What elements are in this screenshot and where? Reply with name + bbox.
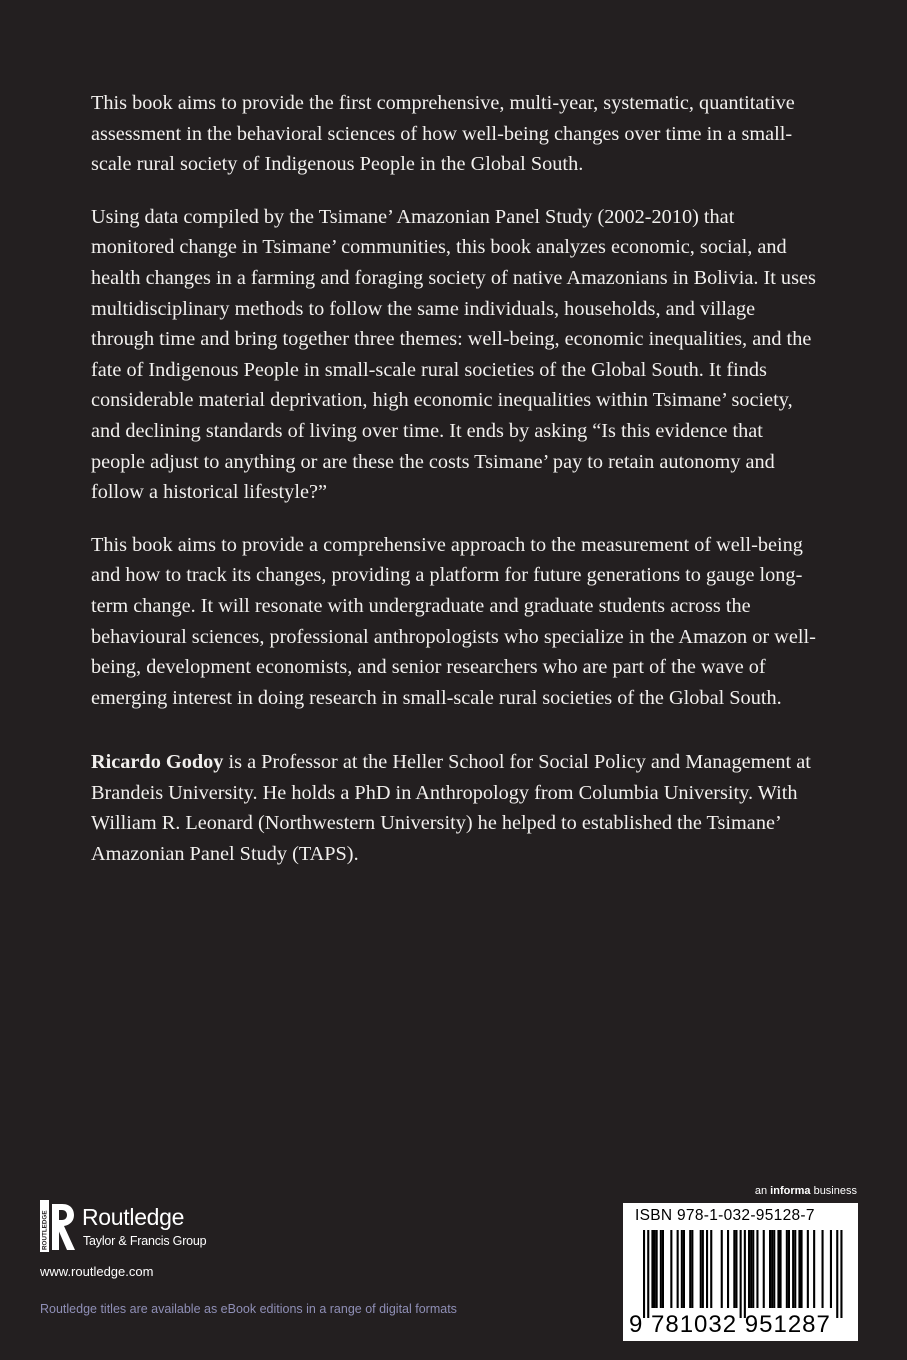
barcode-bar [813,1230,815,1308]
publisher-logo [40,1200,300,1260]
isbn-barcode-block [623,1203,858,1341]
author-bio [91,747,816,869]
barcode-bar [836,1230,838,1318]
barcode-bar [691,1230,693,1308]
barcode-bar [681,1230,683,1308]
barcode-bar [792,1230,794,1308]
barcode-bar [788,1230,790,1308]
barcode-bar [651,1230,653,1308]
barcode-bar [771,1230,773,1308]
barcode-bar [807,1230,809,1308]
barcode-bar [748,1230,750,1308]
barcode-bar [643,1230,645,1318]
barcode-bar [744,1230,746,1318]
barcode-bar [656,1230,658,1308]
publisher-group: Taylor & Francis Group [83,1234,207,1248]
informa-tagline [755,1185,857,1197]
barcode-bar [647,1230,649,1318]
ebook-note: Routledge titles are available as eBook editions in a range of digital formats [40,1302,457,1316]
barcode-bar [683,1230,685,1308]
barcode-bar [660,1230,662,1308]
barcode-bar [840,1230,842,1318]
barcode-bar [733,1230,735,1308]
barcode-bar [710,1230,712,1308]
author-name: Ricardo Godoy [91,751,224,774]
informa-suffix: business [810,1185,857,1197]
blurb-paragraph-2: Using data compiled by the Tsimane’ Amazonian Panel Study (2002-2010) that monitored change in Tsimane’ communities, this book analyzes economic, social, and health changes in a farming and foraging society of native Amazonians in Bolivia. It uses multidisciplinary methods to follow the same individuals, households, and village through time and bring together three themes: well-being, economic inequalities, and the fate of Indigenous People in small-scale rural societies of the Global South. It finds considerable material deprivation, high economic inequalities within Tsimane’ society, and declining standards of living over time. It ends by asking “Is this evidence that people adjust to anything or are these the costs Tsimane’ pay to retain autonomy and follow a historical lifestyle?” [91,205,816,504]
barcode-bar [794,1230,796,1308]
barcode-bar [798,1230,800,1308]
barcode-bar [654,1230,656,1308]
informa-brand: informa [770,1185,811,1197]
barcode-bar [662,1230,664,1308]
barcode-bar [752,1230,754,1308]
barcode-bar [735,1230,737,1308]
barcode-bar [721,1230,723,1308]
barcode-bar [727,1230,729,1308]
barcode-bar [786,1230,788,1308]
informa-prefix: an [754,1185,771,1197]
blurb-paragraph-1: This book aims to provide the first comprehensive, multi-year, systematic, quantitative assessment in the behavioral sciences of how well-being changes over time in a small-scale rural society of Indigenous People in the Global South. [91,92,795,176]
barcode-bar [763,1230,765,1308]
blurb-paragraph-3: This book aims to provide a comprehensive approach to the measurement of well-being and how to track its changes, providing a platform for future generations to gauge long-term change. It will resonate with undergraduate and graduate students across the behavioural sciences, professional anthropologists who specialize in the Amazon or well-being, development economists, and senior researchers who are part of the wave of emerging interest in doing research in small-scale rural societies of the Global South. [91,533,816,709]
barcode-bar [702,1230,704,1308]
barcode-bar [700,1230,702,1308]
isbn-label: ISBN 978-1-032-95128-7 [635,1207,815,1224]
barcode-bar [756,1230,758,1308]
publisher-website: www.routledge.com [40,1264,154,1279]
barcode-bar [777,1230,779,1308]
back-cover-blurb [91,88,816,892]
logo-vertical-text: ROUTLEDGE [41,1210,49,1250]
barcode-digits: 9 781032 951287 [629,1311,831,1338]
barcode-bar [830,1230,832,1308]
barcode-bar [780,1230,782,1308]
barcode-bar [822,1230,824,1308]
author-bio-text: is a Professor at the Heller School for Social Policy and Management at Brandeis University. He holds a PhD in Anthropology from Columbia University. With William R. Leonard (Northwestern University) he helped to established the Tsimane’ Amazonian Panel Study (TAPS). [91,751,811,866]
barcode-bar [670,1230,672,1308]
barcode-bar [773,1230,775,1308]
publisher-name: Routledge [82,1204,185,1230]
barcode-bar [750,1230,752,1308]
barcode-bar [677,1230,679,1308]
routledge-r-logo-icon [40,1200,76,1252]
barcode-bar [740,1230,742,1318]
barcode-bar [689,1230,691,1308]
barcode-bar [801,1230,803,1308]
barcode-bar [706,1230,708,1308]
barcode-bar [769,1230,771,1308]
